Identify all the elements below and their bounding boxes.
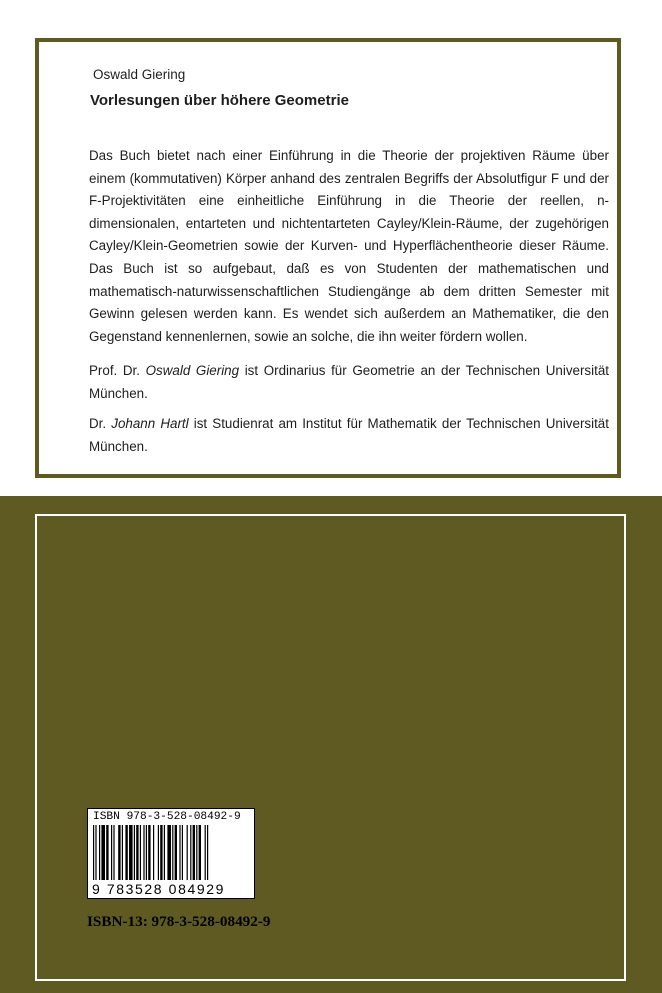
barcode-bar [143,825,144,880]
barcode-bars [92,825,250,880]
barcode-bar [205,825,206,880]
barcode-bar [136,825,138,880]
barcode-bar [196,825,197,880]
barcode-bar [99,825,100,880]
barcode-bar [113,825,114,880]
bio-name: Johann Hartl [111,416,189,431]
barcode-bar [146,825,147,880]
author-bio-hartl [89,413,609,458]
barcode-bar [95,825,96,880]
barcode-bar [179,825,180,880]
barcode-bar [172,825,173,880]
barcode-bar [207,825,208,880]
author-name: Oswald Giering [93,67,186,82]
bio-name: Oswald Giering [145,363,240,378]
barcode-bar [93,825,94,880]
barcode-bar [182,825,183,880]
barcode-bar [158,825,159,880]
barcode-bar [129,825,133,880]
barcode-bar [199,825,201,880]
barcode-digits: 9 783528 084929 [92,881,225,897]
barcode-bar [167,825,171,880]
barcode-bar [148,825,150,880]
barcode-caption: ISBN 978-3-528-08492-9 [93,811,241,823]
isbn-barcode [87,808,255,899]
barcode-bar [101,825,105,880]
barcode-bar [134,825,135,880]
decorative-frame [35,514,626,981]
book-description: Das Buch bietet nach einer Einführung in die Theorie der projektiven Räume über einem (kommutativen) Körper anhand des zentralen Begriffs der Absolutfigur F und der F-Projektivitäten eine einheitliche Einführung in die Theorie der reellen, n-dimensionalen, entarteten und nichtentarteten Cayley/Klein-Räume, der zugehörigen Cayley/Klein-Geometrien sowie der Kurven- und Hyperflächentheorie dieser Räume. Das Buch ist so aufgebaut, daß es von Studenten der mathematischen und mathematisch-naturwissenschaftlichen Studiengänge ab dem dritten Semester mit Gewinn gelesen werden kann. Es wendet sich außerdem an Mathematiker, die den Gegenstand kennenlernen, sowie an solche, die ihn weiter fördern wollen. [89,148,609,344]
barcode-bar [160,825,162,880]
isbn-13-label: ISBN-13: 978-3-528-08492-9 [87,913,271,930]
back-cover-text-panel [35,38,621,478]
barcode-bar [125,825,127,880]
barcode-bar [175,825,177,880]
barcode-bar [187,825,188,880]
bio-prefix: Dr. [89,416,107,431]
book-title: Vorlesungen über höhere Geometrie [90,92,349,109]
barcode-bar [106,825,108,880]
barcode-bar [153,825,154,880]
barcode-bar [140,825,141,880]
barcode-bar [122,825,123,880]
barcode-bar [164,825,165,880]
bio-text: ist Ordinarius für Geometrie an der Technischen Universität München. [89,363,609,401]
barcode-bar [111,825,112,880]
barcode-bar [193,825,195,880]
barcode-bar [118,825,120,880]
bio-text: ist Studienrat am Institut für Mathematik der Technischen Universität München. [89,416,609,454]
barcode-bar [190,825,191,880]
author-bio-giering [89,360,609,405]
bio-prefix: Prof. Dr. [89,363,141,378]
